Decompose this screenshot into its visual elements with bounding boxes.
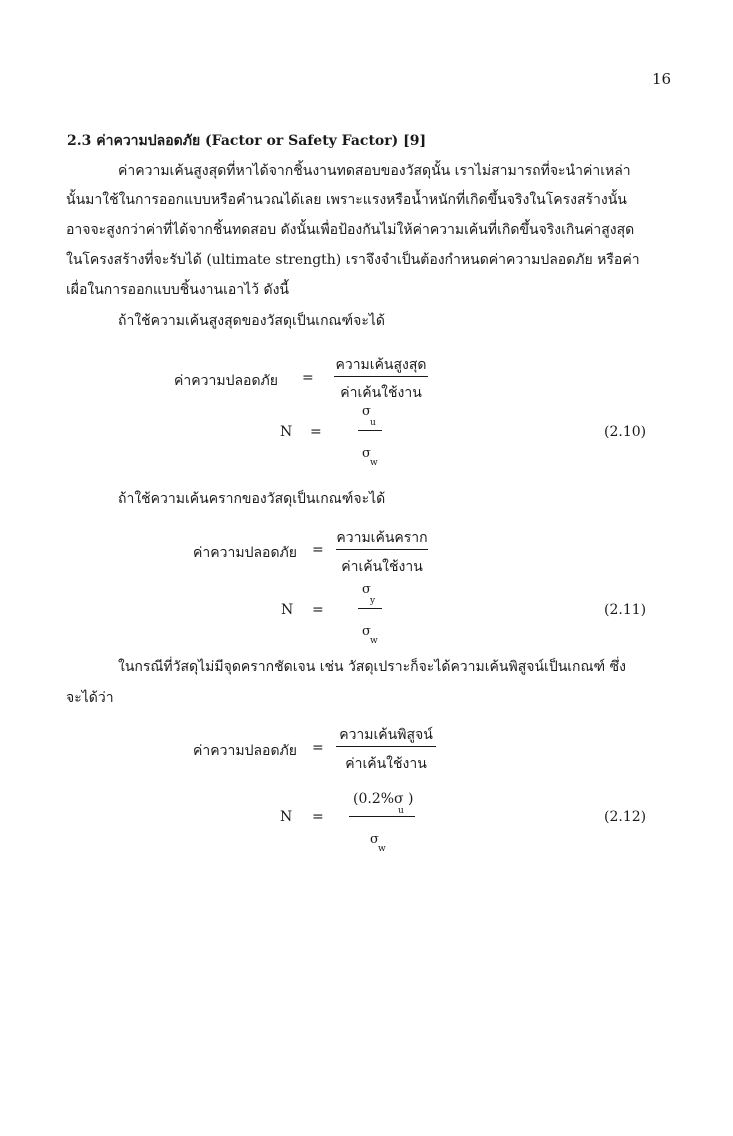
subscript-u: u (370, 418, 376, 428)
fraction-denominator: ค่าเค้นใช้งาน (340, 385, 422, 401)
subscript-y: y (370, 596, 376, 606)
paragraph-line: นั้นมาใช้ในการออกแบบหรือคำนวณได้เลย เพราะแรงหรือน้ำหนักที่เกิดขึ้นจริงในโครงสร้างนั้น (66, 192, 627, 208)
subscript-w: w (370, 458, 378, 468)
paragraph-line: อาจจะสูงกว่าค่าที่ได้จากชิ้นทดสอบ ดังนั้นเพื่อป้องกันไม่ให้ค่าความเค้นที่เกิดขึ้นจริงเกินค่าสูงสุด (66, 222, 635, 238)
case1-intro: ถ้าใช้ความเค้นสูงสุดของวัสดุเป็นเกณฑ์จะได้ (118, 313, 386, 329)
fraction-denominator: ค่าเค้นใช้งาน (345, 756, 427, 772)
case3-intro-cont: จะได้ว่า (66, 690, 114, 706)
sigma-symbol: σ (362, 404, 371, 419)
sigma-symbol: σ (370, 832, 379, 847)
fraction-bar (358, 608, 382, 609)
safety-factor-label: ค่าความปลอดภัย (174, 373, 278, 389)
n-symbol: N (281, 602, 294, 618)
section-heading: 2.3 ค่าความปลอดภัย (Factor or Safety Factor) [9] (67, 133, 427, 149)
sigma-symbol: σ (362, 446, 371, 461)
equation-number: (2.12) (604, 809, 647, 825)
equals-sign: = (312, 740, 324, 756)
numerator-expression: (0.2%σ ) (353, 791, 414, 807)
subscript-w: w (370, 636, 378, 646)
fraction-denominator: ค่าเค้นใช้งาน (341, 559, 423, 575)
subscript-w: w (378, 844, 386, 854)
paragraph-line: เผื่อในการออกแบบชิ้นงานเอาไว้ ดังนี้ (66, 282, 289, 298)
fraction-numerator: ความเค้นสูงสุด (335, 357, 427, 373)
sigma-symbol: σ (362, 582, 371, 597)
equals-sign: = (312, 809, 324, 825)
case3-intro: ในกรณีที่วัสดุไม่มีจุดครากชัดเจน เช่น วัสดุเปราะก็จะได้ความเค้นพิสูจน์เป็นเกณฑ์ ซึ่ง (118, 659, 626, 675)
equation-number: (2.11) (604, 602, 647, 618)
safety-factor-label: ค่าความปลอดภัย (193, 545, 297, 561)
equals-sign: = (302, 370, 314, 386)
safety-factor-label: ค่าความปลอดภัย (193, 743, 297, 759)
paragraph-line: ค่าความเค้นสูงสุดที่หาได้จากชิ้นงานทดสอบของวัสดุนั้น เราไม่สามารถที่จะนำค่าเหล่า (118, 163, 631, 179)
equation-number: (2.10) (604, 424, 647, 440)
n-symbol: N (280, 809, 293, 825)
fraction-bar (358, 430, 382, 431)
fraction-bar (334, 376, 428, 377)
paragraph-line: ในโครงสร้างที่จะรับได้ (ultimate strength) เราจึงจำเป็นต้องกำหนดค่าความปลอดภัย หรือค่า (66, 252, 640, 268)
fraction-numerator: ความเค้นพิสูจน์ (339, 727, 433, 743)
subscript-u: u (398, 806, 404, 816)
case2-intro: ถ้าใช้ความเค้นครากของวัสดุเป็นเกณฑ์จะได้ (118, 491, 386, 507)
page-number: 16 (652, 70, 672, 88)
fraction-numerator: ความเค้นคราก (336, 530, 428, 546)
fraction-bar (336, 746, 436, 747)
n-symbol: N (280, 424, 293, 440)
equals-sign: = (312, 602, 324, 618)
sigma-symbol: σ (362, 624, 371, 639)
fraction-bar (349, 816, 415, 817)
equals-sign: = (310, 424, 322, 440)
equals-sign: = (312, 542, 324, 558)
fraction-bar (336, 549, 428, 550)
